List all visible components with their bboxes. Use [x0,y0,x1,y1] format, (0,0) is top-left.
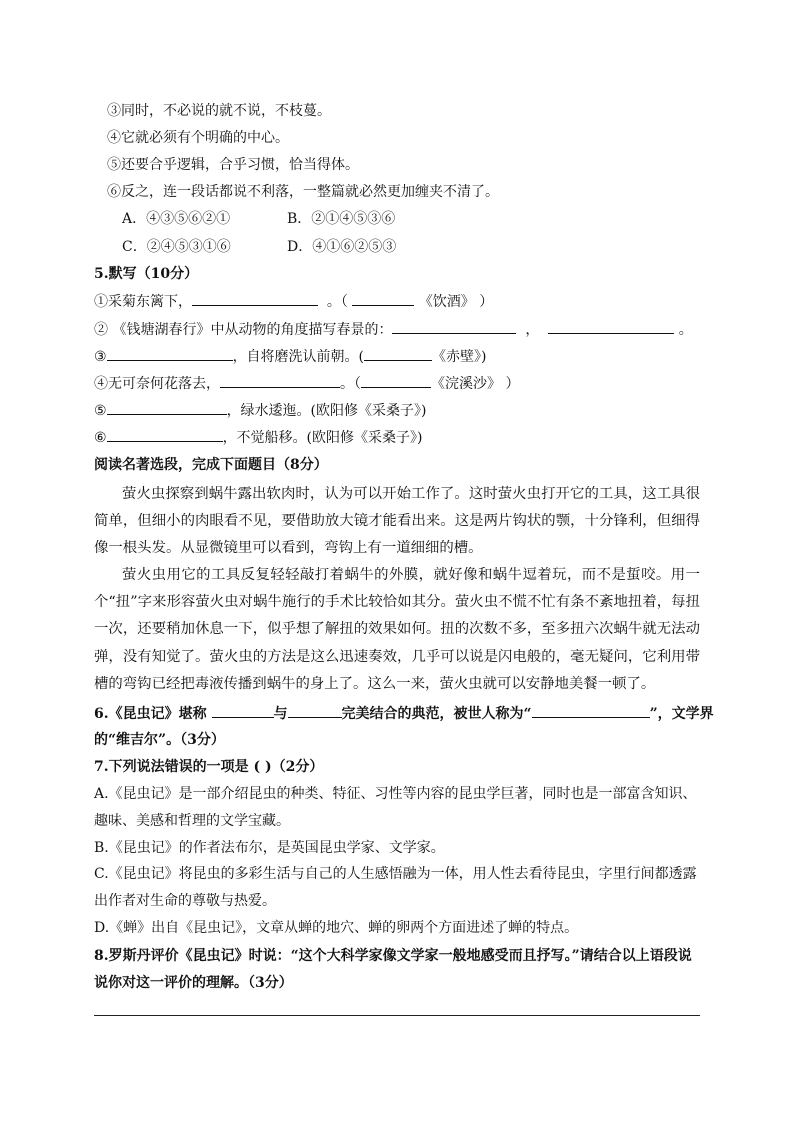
q7-option-b[interactable]: B.《昆虫记》的作者法布尔，是英国昆虫学家、文学家。 [94,840,445,856]
q5-line-3 [94,346,700,367]
q5-l2-text: ② 《钱塘湖春行》中从动物的角度描写春景的： [94,322,393,338]
q5-l1-blank-2[interactable] [352,291,414,306]
q5-l2-text-3: 。 [678,322,693,338]
q5-l3-text-2: ，自将磨洗认前朝。( [232,349,365,365]
q5-l1-text-3: 《饮酒》 ） [418,294,494,310]
q6-blank-1[interactable] [212,703,274,718]
q7-option-c-line-1[interactable]: C.《昆虫记》将昆虫的多彩生活与自己的人生感悟融为一体，用人性去看待昆虫，字里行间都透露 [94,866,697,882]
q6-text-b: 与 [273,706,288,722]
q6-line-1 [94,703,714,724]
reading-heading: 阅读名著选段，完成下面题目（8分） [94,457,328,473]
q5-l2-text-2: ， [525,322,540,338]
q6-blank-2[interactable] [288,703,342,718]
q4-item-5: ⑤还要合乎逻辑，合乎习惯，恰当得体。 [107,157,359,173]
q4-option-b[interactable]: B．②①④⑤③⑥ [287,211,396,227]
q5-l6-text: ⑥ [94,430,107,446]
q5-l4-text: ④无可奈何花落去， [94,376,220,392]
q5-l3-text-3: 《赤壁》) [432,349,487,365]
q5-l2-blank-2[interactable] [548,319,674,334]
q8-line-1: 8.罗斯丹评价《昆虫记》时说：“这个大科学家像文学家一般地感受而且抒写。”请结合以上语段说 [94,948,692,964]
q5-line-6 [94,427,700,448]
q7-option-a-line-1[interactable]: A.《昆虫记》是一部介绍昆虫的种类、特征、习性等内容的昆虫学巨著，同时也是一部富含知识、 [94,786,697,802]
reading-paragraph-2: 萤火虫用它的工具反复轻轻敲打着蜗牛的外膜，就好像和蜗牛逗着玩，而不是蜇咬。用一个“扭”字来形容萤火虫对蜗牛施行的手术比较恰如其分。萤火虫不慌不忙有条不紊地扭着，每扭一次，还要稍加休息一下，似乎想了解扭的效果如何。扭的次数不多，至多扭六次蜗牛就无法动弹，没有知觉了。萤火虫的方法是这么迅速奏效，几乎可以说是闪电般的，毫无疑问，它利用带槽的弯钩已经把毒液传播到蜗牛的身上了。这么一来，萤火虫就可以安静地美餐一顿了。 [94,567,700,692]
q7-option-a-line-2: 趣味、美感和哲理的文学宝藏。 [94,813,290,829]
q4-item-6: ⑥反之，连一段话都说不利落，一整篇就必然更加缠夹不清了。 [107,184,499,200]
q4-option-a[interactable]: A．④③⑤⑥②① [122,211,231,227]
q5-line-1 [94,291,700,312]
reading-paragraph-1: 萤火虫探察到蜗牛露出软肉时，认为可以开始工作了。这时萤火虫打开它的工具，这工具很简单，但细小的肉眼看不见，要借助放大镜才能看出来。这是两片钩状的颚，十分锋利，但细得像一根头发。从显微镜里可以看到，弯钩上有一道细细的槽。 [94,486,700,557]
q8-line-2: 说你对这一评价的理解。（3分） [94,975,293,991]
q5-l1-blank-1[interactable] [192,291,318,306]
q5-line-5 [94,400,700,421]
q7-option-c-line-2: 出作者对生命的尊敬与热爱。 [94,893,276,909]
q5-l3-blank-1[interactable] [107,346,233,361]
q4-item-4: ④它就必须有个明确的中心。 [107,130,289,146]
q8-answer-line[interactable] [94,1015,700,1016]
q5-l6-text-2: ，不觉船移。(欧阳修《采桑子》) [222,430,423,446]
q5-l4-text-3: 《浣溪沙》 ） [431,376,520,392]
q6-text-c: 完美结合的典范，被世人称为“ [341,706,532,722]
q5-l4-text-2: 。（ [340,376,361,392]
q5-l5-text: ⑤ [94,403,107,419]
q5-l5-text-2: ，绿水逶迤。(欧阳修《采桑子》) [226,403,427,419]
q5-l2-blank-1[interactable] [392,319,516,334]
q6-text-a: 6.《昆虫记》堪称 [94,706,207,722]
q5-l6-blank[interactable] [107,427,223,442]
q5-l1-text-2: 。（ [326,294,348,310]
q5-l1-text: ①采菊东篱下， [94,294,192,310]
q7-heading: 7.下列说法错误的一项是 ( )（2分） [94,759,324,775]
q6-text-d: ”，文学界 [649,706,714,722]
q6-blank-3[interactable] [532,703,650,718]
q4-option-c[interactable]: C．②④⑤③①⑥ [122,239,231,255]
q5-line-2 [94,319,700,340]
q5-l3-blank-2[interactable] [364,346,432,361]
q5-line-4 [94,373,700,394]
q5-l3-text: ③ [94,349,107,365]
q4-item-3: ③同时，不必说的就不说，不枝蔓。 [107,103,331,119]
q7-option-d[interactable]: D.《蝉》出自《昆虫记》，文章从蝉的地穴、蝉的卵两个方面进述了蝉的特点。 [94,920,579,936]
q5-heading: 5.默写（10分） [94,266,199,282]
q5-l4-blank-2[interactable] [361,373,431,388]
q5-l5-blank[interactable] [107,400,227,415]
q4-option-d[interactable]: D．④①⑥②⑤③ [287,239,397,255]
q6-line-2: 的“维吉尔”。（3分） [94,732,225,748]
q5-l4-blank-1[interactable] [220,373,340,388]
